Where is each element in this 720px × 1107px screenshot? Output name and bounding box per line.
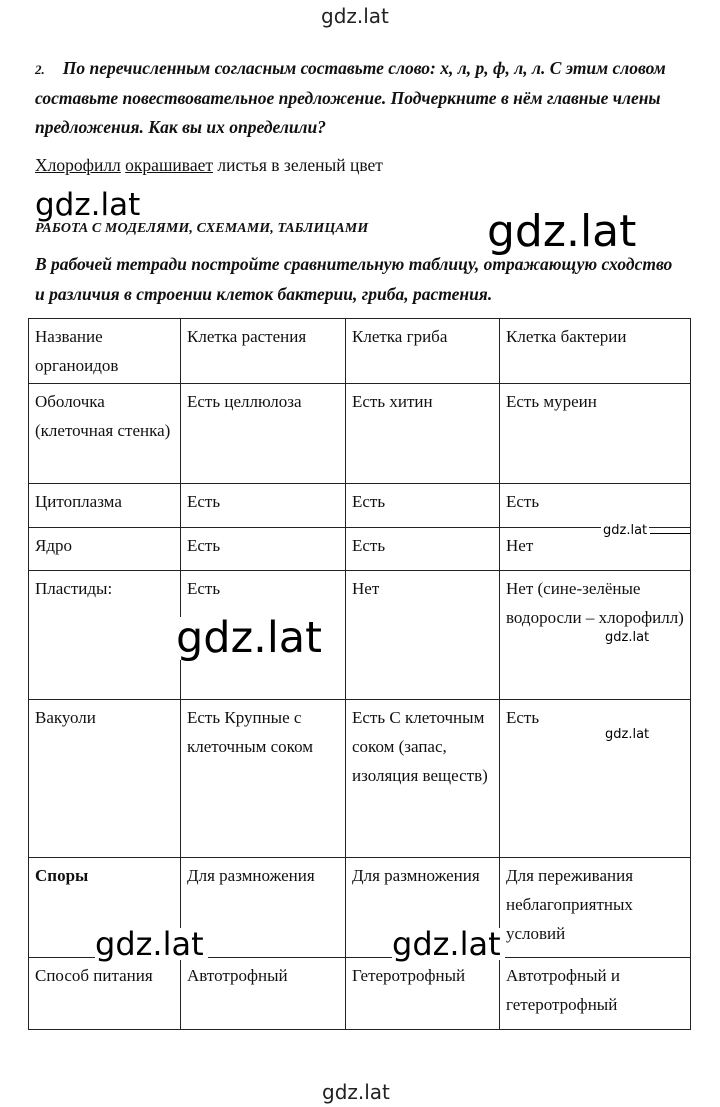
table-cell: Оболочка (клеточная стенка) — [29, 384, 181, 484]
table-cell: Есть муреин — [500, 384, 691, 484]
table-cell: Для размножения — [346, 858, 500, 958]
table-cell: Есть целлюлоза — [181, 384, 346, 484]
table-cell: Есть — [181, 528, 346, 571]
table-cell: Нет (сине-зелёные водоросли – хлорофилл) — [500, 571, 691, 700]
watermark-top: gdz.lat — [321, 4, 389, 28]
table-row — [29, 384, 691, 484]
watermark-large: gdz.lat — [172, 617, 326, 660]
table-cell: Есть — [181, 484, 346, 528]
table-row — [29, 958, 691, 1030]
table-cell: Способ питания — [29, 958, 181, 1030]
watermark-large: gdz.lat — [483, 210, 640, 254]
task-text: По перечисленным согласным составьте слово: х, л, р, ф, л, л. С этим словом составьте повествовательное предложение. Подчеркните в нём главные члены предложения. Как вы их определили? — [35, 58, 666, 137]
table-cell: Автотрофный — [181, 958, 346, 1030]
table-cell: Есть — [346, 528, 500, 571]
answer-predicate: окрашивает — [125, 155, 213, 175]
table-header-cell: Клетка растения — [181, 319, 346, 384]
watermark-small: gdz.lat — [605, 630, 650, 645]
watermark-large: gdz.lat — [95, 928, 208, 960]
table-row — [29, 528, 691, 571]
table-cell: Есть С клеточным соком (запас, изоляция веществ) — [346, 700, 500, 858]
section-instruction: В рабочей тетради постройте сравнительную таблицу, отражающую сходство и различия в строении клеток бактерии, гриба, растения. — [35, 254, 673, 304]
section-title: РАБОТА С МОДЕЛЯМИ, СХЕМАМИ, ТАБЛИЦАМИ — [35, 221, 369, 236]
watermark-large: gdz.lat — [35, 190, 144, 221]
table-cell: Споры — [29, 858, 181, 958]
table-cell: Нет — [500, 528, 691, 571]
table-cell: Есть — [181, 571, 346, 700]
table-cell: Гетеротрофный — [346, 958, 500, 1030]
table-header-cell: Клетка бактерии — [500, 319, 691, 384]
table-cell: Есть Крупные с клеточным соком — [181, 700, 346, 858]
table-cell: Для переживания неблагоприятных условий — [500, 858, 691, 958]
table-header-cell: Клетка гриба — [346, 319, 500, 384]
watermark-large: gdz.lat — [392, 928, 505, 960]
table-cell: Пластиды: — [29, 571, 181, 700]
table-cell: Ядро — [29, 528, 181, 571]
table-cell: Есть — [500, 484, 691, 528]
watermark-small: gdz.lat — [603, 523, 648, 538]
watermark-small: gdz.lat — [605, 727, 650, 742]
answer-rest: листья в зеленый цвет — [217, 155, 383, 175]
table-row — [29, 700, 691, 858]
table-cell: Автотрофный и гетеротрофный — [500, 958, 691, 1030]
table-cell: Есть — [500, 700, 691, 858]
answer-sentence — [35, 152, 383, 178]
table-row — [29, 571, 691, 700]
watermark-bottom: gdz.lat — [322, 1080, 390, 1104]
table-cell: Цитоплазма — [29, 484, 181, 528]
answer-subject: Хлорофилл — [35, 155, 121, 175]
table-header-cell: Название органоидов — [29, 319, 181, 384]
table-cell: Для размножения — [181, 858, 346, 958]
task-question — [35, 54, 685, 142]
table-header-row — [29, 319, 691, 384]
task-number: 2. — [35, 62, 45, 77]
table-cell: Вакуоли — [29, 700, 181, 858]
table-cell: Есть хитин — [346, 384, 500, 484]
comparison-table — [28, 318, 691, 1030]
table-cell: Есть — [346, 484, 500, 528]
table-cell: Нет — [346, 571, 500, 700]
watermark-rule — [650, 533, 690, 534]
table-row — [29, 484, 691, 528]
